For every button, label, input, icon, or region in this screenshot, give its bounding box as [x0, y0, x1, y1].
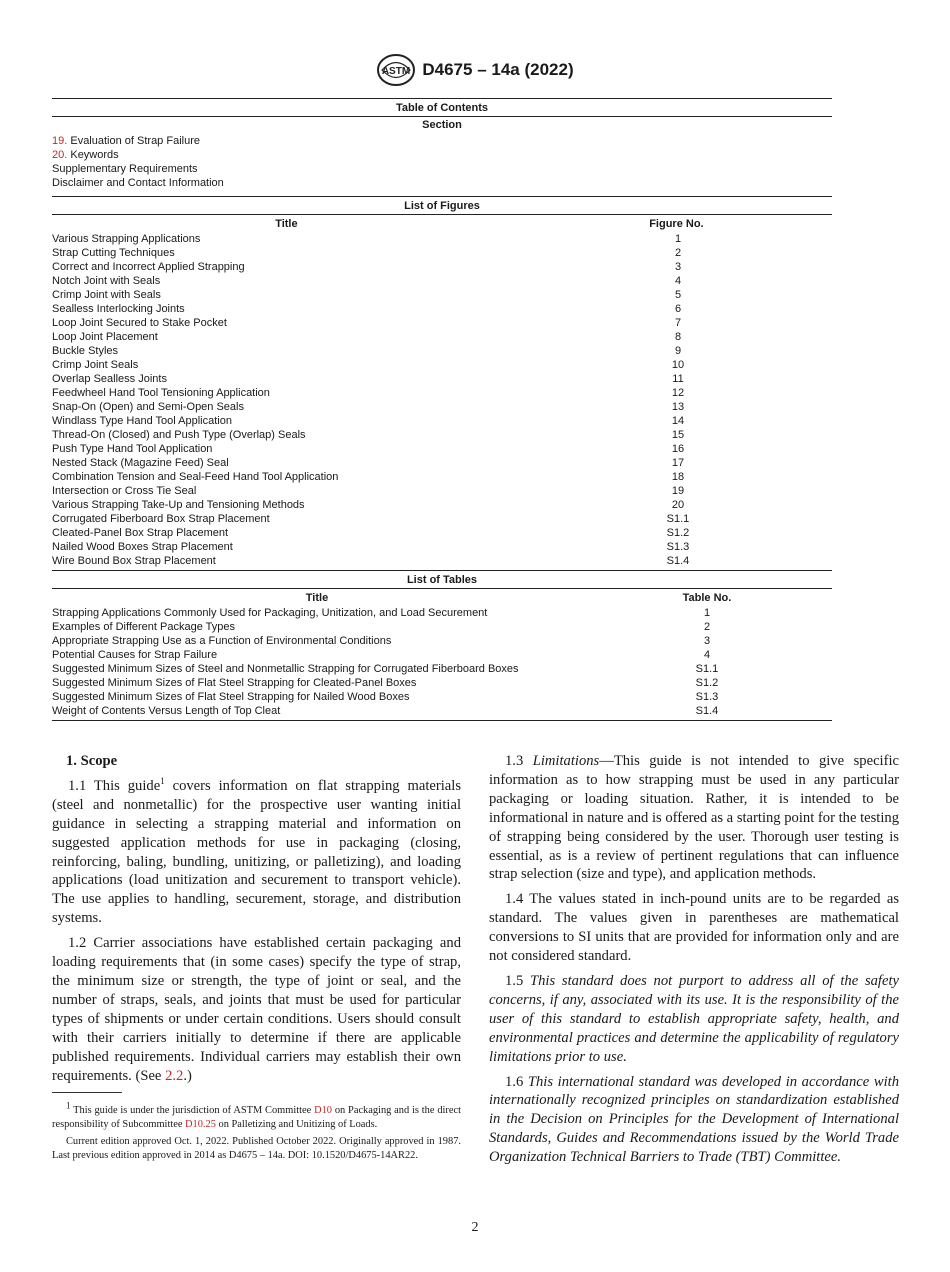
footnote-1: $^1$ This guide is under the jurisdiction of ASTM Committee D10 on Packaging and is the direct responsibility of Subcommittee D10.25 on Palletizing and Unitizing of Loads. [52, 1100, 461, 1130]
toc-item-label: Disclaimer and Contact Information [52, 177, 224, 189]
tables-rows [52, 606, 832, 720]
table-row [52, 400, 832, 414]
list-of-figures [52, 196, 832, 570]
row-title: Examples of Different Package Types [52, 621, 236, 633]
table-row [52, 344, 832, 358]
table-row [52, 540, 832, 554]
row-title: Feedwheel Hand Tool Tensioning Application [52, 387, 270, 399]
front-matter-lists [52, 98, 832, 721]
table-row [52, 526, 832, 540]
row-number: 5 [674, 289, 682, 301]
table-row [52, 704, 832, 718]
row-title: Notch Joint with Seals [52, 275, 161, 287]
table-row [52, 386, 832, 400]
astm-logo-icon [376, 53, 416, 87]
row-number: 13 [671, 401, 685, 413]
row-number: S1.1 [666, 513, 690, 525]
row-number: 19 [671, 485, 685, 497]
row-title: Various Strapping Take-Up and Tensioning Methods [52, 499, 305, 511]
row-title: Loop Joint Placement [52, 331, 158, 343]
row-title: Combination Tension and Seal-Feed Hand Tool Application [52, 471, 339, 483]
table-row [52, 662, 832, 676]
toc-item-number[interactable]: 19. [52, 135, 68, 147]
row-number: 4 [674, 275, 682, 287]
scope-heading: 1. Scope [66, 753, 118, 769]
row-number: 17 [671, 457, 685, 469]
table-row [52, 330, 832, 344]
row-title: Appropriate Strapping Use as a Function of Environmental Conditions [52, 635, 392, 647]
row-number: 6 [674, 303, 682, 315]
row-title: Sealless Interlocking Joints [52, 303, 185, 315]
table-row [52, 554, 832, 568]
right-column [489, 752, 899, 1173]
row-title: Suggested Minimum Sizes of Steel and Nonmetallic Strapping for Corrugated Fiberboard Boxes [52, 663, 519, 675]
page-header [0, 52, 950, 88]
row-title: Windlass Type Hand Tool Application [52, 415, 232, 427]
toc-item-label: Evaluation of Strap Failure [67, 135, 200, 147]
table-row [52, 606, 832, 620]
row-title: Wire Bound Box Strap Placement [52, 555, 216, 567]
row-number: 16 [671, 443, 685, 455]
toc-item-label: Keywords [67, 149, 119, 161]
list-of-tables [52, 570, 832, 721]
figures-title: List of Figures [404, 200, 480, 212]
row-number: 2 [674, 247, 682, 259]
toc-title: Table of Contents [395, 102, 489, 114]
row-title: Weight of Contents Versus Length of Top Cleat [52, 705, 281, 717]
table-row [52, 414, 832, 428]
row-number: 3 [674, 261, 682, 273]
footnotes [52, 1100, 461, 1166]
row-number: 1 [703, 607, 711, 619]
row-title: Crimp Joint with Seals [52, 289, 161, 301]
row-number: 9 [674, 345, 682, 357]
row-number: S1.3 [695, 691, 719, 703]
left-column [52, 752, 461, 1091]
row-number: S1.3 [666, 541, 690, 553]
tables-header [52, 589, 832, 606]
paragraph-1-4: 1.4 The values stated in inch-pound units are to be regarded as standard. The values given in parentheses are mathematical conversions to SI units that are provided for information only and are not considered standard. [489, 891, 899, 965]
row-title: Strapping Applications Commonly Used for Packaging, Unitization, and Load Securement [52, 607, 488, 619]
logo-text: ASTM [382, 66, 411, 77]
footnote-edition: Current edition approved Oct. 1, 2022. Published October 2022. Originally approved in 1987. Last previous edition approved in 2014 as D4675 – 14a. DOI: 10.1520/D4675-14AR22. [52, 1136, 461, 1161]
row-number: S1.1 [695, 663, 719, 675]
table-row [52, 470, 832, 484]
table-row [52, 512, 832, 526]
row-number: S1.4 [666, 555, 690, 567]
tables-col-num: Table No. [682, 592, 732, 604]
toc-item[interactable] [52, 148, 832, 162]
table-row [52, 676, 832, 690]
figures-col-num: Figure No. [649, 218, 704, 230]
row-number: 12 [671, 387, 685, 399]
table-row [52, 316, 832, 330]
row-title: Buckle Styles [52, 345, 119, 357]
toc-item[interactable] [52, 134, 832, 148]
paragraph-1-6: 1.6 This international standard was developed in accordance with internationally recognized principles on standardization established in the Decision on Principles for the Development of International Standards, Guides and Recommendations issued by the World Trade Organization Technical Barriers to Trade (TBT) Committee. [489, 1073, 900, 1166]
row-number: 2 [703, 621, 711, 633]
table-row [52, 372, 832, 386]
toc-item [52, 162, 832, 176]
row-number: 4 [703, 649, 711, 661]
row-number: 10 [671, 359, 685, 371]
row-number: 15 [671, 429, 685, 441]
row-number: 20 [671, 499, 685, 511]
row-number: 7 [674, 317, 682, 329]
row-number: S1.2 [695, 677, 719, 689]
row-title: Strap Cutting Techniques [52, 247, 175, 259]
figures-header [52, 215, 832, 232]
row-title: Snap-On (Open) and Semi-Open Seals [52, 401, 244, 413]
row-title: Correct and Incorrect Applied Strapping [52, 261, 245, 273]
tables-title: List of Tables [406, 574, 478, 586]
figures-col-title: Title [275, 218, 298, 230]
row-title: Suggested Minimum Sizes of Flat Steel Strapping for Nailed Wood Boxes [52, 691, 410, 703]
figures-rows [52, 232, 832, 570]
table-row [52, 690, 832, 704]
toc-item-label: Supplementary Requirements [52, 163, 198, 175]
row-title: Intersection or Cross Tie Seal [52, 485, 197, 497]
ref-link-2-2[interactable]: 2.2 [165, 1067, 184, 1084]
tables-col-title: Title [305, 592, 329, 604]
toc-section-label: Section [422, 119, 462, 131]
table-row [52, 634, 832, 648]
table-row [52, 302, 832, 316]
paragraph-1-3: 1.3 Limitations—This guide is not intended to give specific information as to how strapping must be used in any particular packaging or loading situation. Rather, it is intended to be informational in nature and is offered as a starting point for the testing of strapping being considered by the user. Thorough user testing is essential, as is a review of pertinent regulations that can influence strap selection (size and type), and application methods. [489, 753, 899, 883]
row-title: Corrugated Fiberboard Box Strap Placement [52, 513, 270, 525]
table-row [52, 620, 832, 634]
page-number: 2 [471, 1220, 479, 1235]
row-title: Thread-On (Closed) and Push Type (Overlap) Seals [52, 429, 306, 441]
row-title: Cleated-Panel Box Strap Placement [52, 527, 229, 539]
row-title: Suggested Minimum Sizes of Flat Steel Strapping for Cleated-Panel Boxes [52, 677, 417, 689]
table-row [52, 288, 832, 302]
row-title: Potential Causes for Strap Failure [52, 649, 218, 661]
table-row [52, 648, 832, 662]
paragraph-1-1: 1.1 This guide$^1$ covers information on flat strapping materials (steel and nonmetallic) for the prospective user wanting initial guidance in selecting a strapping material and information on suggested application methods for use in packaging (closing, reinforcing, baling, bundling, unitizing, or palletizing), and loading applications (load unitization and securement to transport vehicle). The use applies to handling, securement, storage, and distribution systems. [52, 776, 461, 927]
table-row [52, 428, 832, 442]
table-row [52, 246, 832, 260]
row-title: Crimp Joint Seals [52, 359, 139, 371]
row-number: 1 [674, 233, 682, 245]
subcommittee-link[interactable]: D10.25 [185, 1118, 216, 1130]
row-title: Nailed Wood Boxes Strap Placement [52, 541, 233, 553]
row-number: 8 [674, 331, 682, 343]
row-number: S1.4 [695, 705, 719, 717]
table-row [52, 358, 832, 372]
row-title: Nested Stack (Magazine Feed) Seal [52, 457, 229, 469]
row-number: 14 [671, 415, 685, 427]
document-designation: D4675 – 14a (2022) [422, 60, 574, 79]
row-number: 18 [671, 471, 685, 483]
row-title: Various Strapping Applications [52, 233, 201, 245]
toc-list [52, 134, 832, 196]
table-row [52, 274, 832, 288]
paragraph-1-5: 1.5 This standard does not purport to address all of the safety concerns, if any, associated with its use. It is the responsibility of the user of this standard to establish appropriate safety, health, and environmental practices and determine the applicability of regulatory limitations prior to use. [489, 972, 899, 1065]
row-number: 3 [703, 635, 711, 647]
row-title: Loop Joint Secured to Stake Pocket [52, 317, 227, 329]
toc-item [52, 176, 832, 190]
committee-link[interactable]: D10 [314, 1105, 332, 1116]
table-row [52, 484, 832, 498]
row-number: 11 [672, 373, 684, 385]
table-row [52, 498, 832, 512]
table-row [52, 260, 832, 274]
row-number: S1.2 [666, 527, 690, 539]
paragraph-1-2: 1.2 Carrier associations have established certain packaging and loading requirements that (in some cases) specify the type of strap, the minimum size or strength, the type of joint or seal, and the number of straps, seals, and joints that must be used for particular types of shipments or under certain conditions. Users should consult with their carriers initially to determine if there are applicable published requirements. Individual carriers may establish their own requirements. (See 2.2.) [52, 935, 461, 1084]
row-title: Overlap Sealless Joints [52, 373, 167, 385]
row-title: Push Type Hand Tool Application [52, 443, 213, 455]
table-row [52, 442, 832, 456]
footnote-divider [52, 1092, 122, 1093]
toc-item-number[interactable]: 20. [52, 149, 68, 161]
table-row [52, 456, 832, 470]
table-row [52, 232, 832, 246]
